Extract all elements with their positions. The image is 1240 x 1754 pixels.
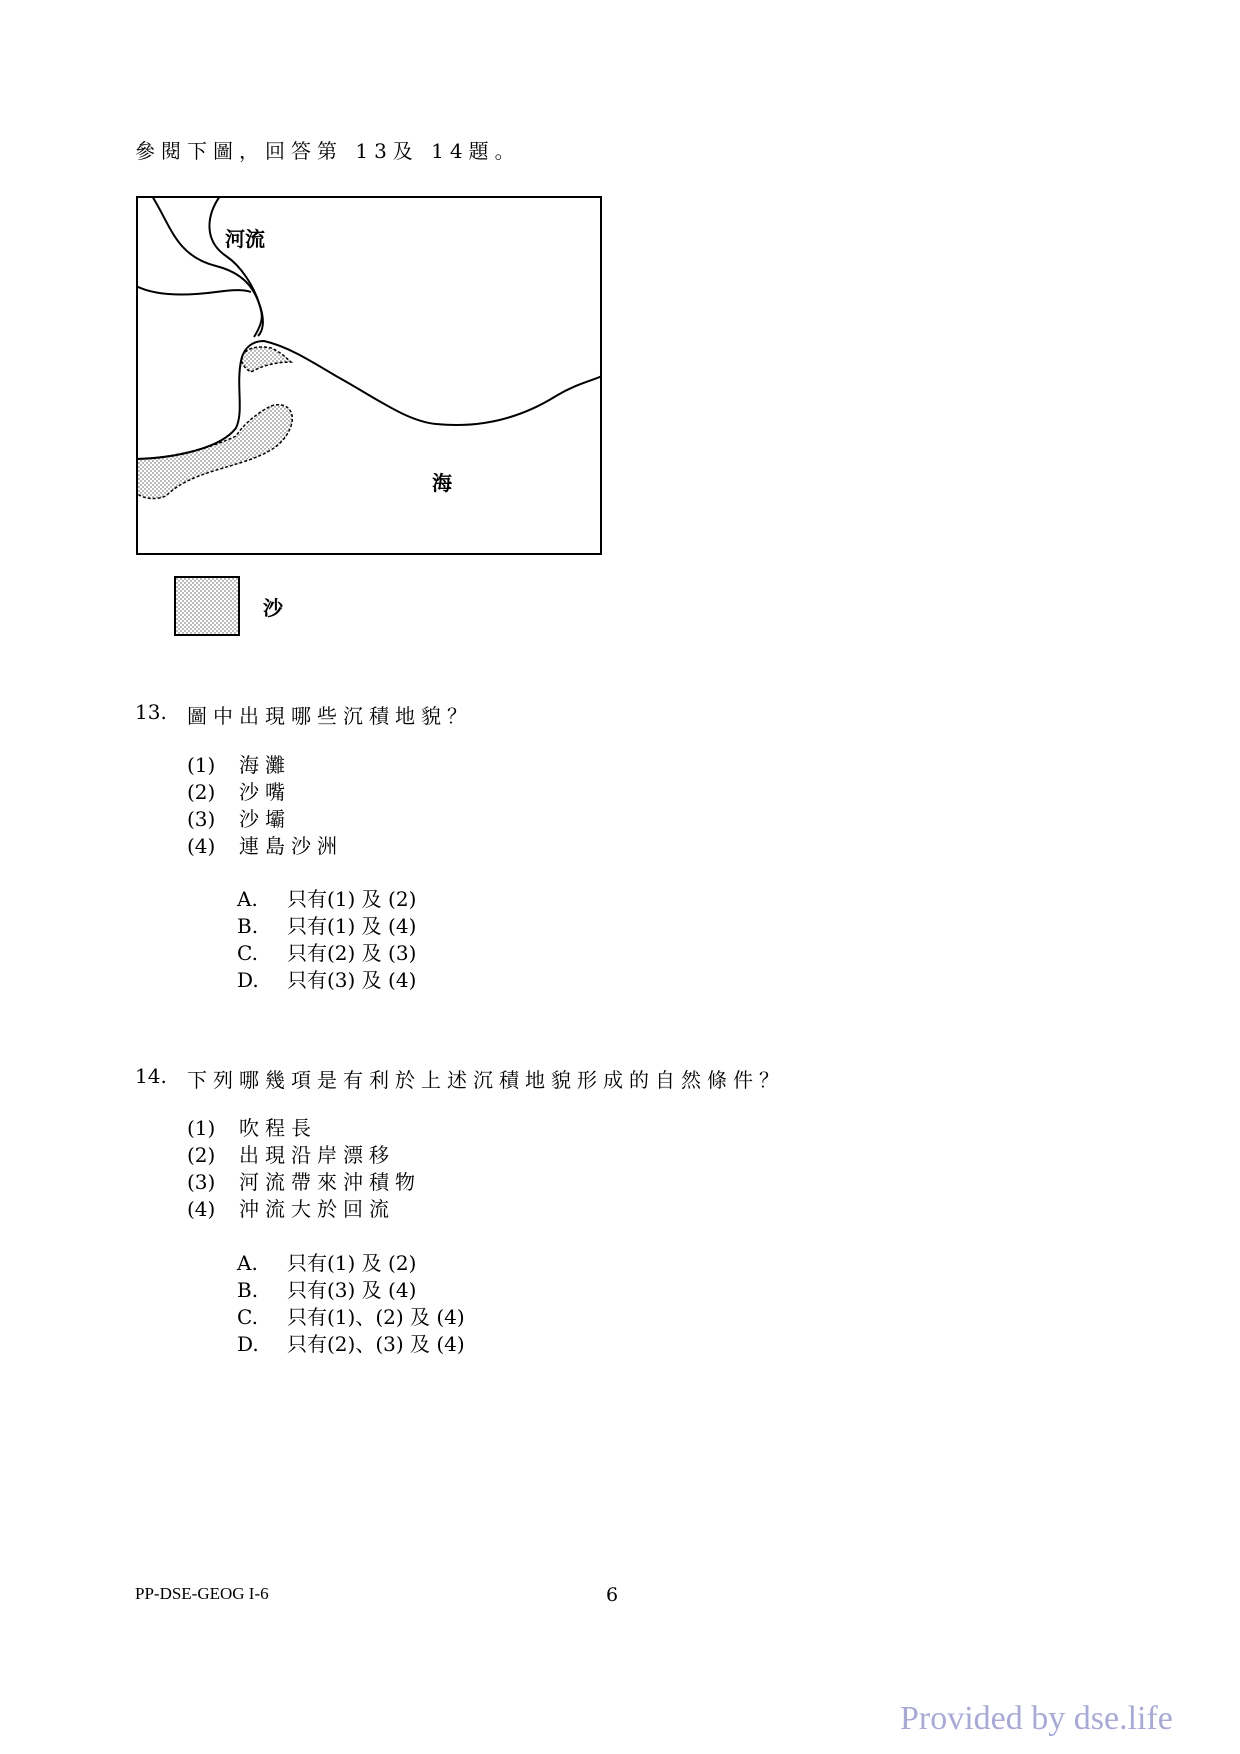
instruction-text: 參閱下圖，回答第 13及 14題。 — [135, 139, 521, 163]
q13-statement-2: (2) 沙嘴 — [187, 780, 291, 804]
q13-option-b[interactable]: B. 只有(1) 及 (4) — [237, 914, 417, 938]
river-label: 河流 — [225, 227, 265, 251]
paper-code: PP-DSE-GEOG I-6 — [135, 1584, 269, 1603]
inland-boundary — [136, 286, 251, 294]
sand-spit — [136, 405, 292, 499]
q13-option-a[interactable]: A. 只有(1) 及 (2) — [237, 887, 417, 911]
coastline — [136, 341, 602, 459]
q14-text: 下列哪幾項是有利於上述沉積地貌形成的自然條件？ — [187, 1068, 785, 1092]
q13-statement-1: (1) 海灘 — [187, 753, 291, 777]
q14-statement-3: (3) 河流帶來沖積物 — [187, 1170, 421, 1194]
q13-number: 13. — [135, 700, 167, 724]
q14-statement-2: (2) 出現沿岸漂移 — [187, 1143, 395, 1167]
q14-option-a[interactable]: A. 只有(1) 及 (2) — [237, 1251, 417, 1275]
watermark: Provided by dse.life — [900, 1700, 1173, 1737]
q14-number: 14. — [135, 1064, 167, 1088]
sand-bar — [241, 347, 291, 372]
q14-option-d[interactable]: D. 只有(2)、(3) 及 (4) — [237, 1332, 465, 1356]
q14-statement-1: (1) 吹程長 — [187, 1116, 317, 1140]
sand-legend-swatch — [174, 576, 240, 636]
sea-label: 海 — [432, 471, 452, 495]
q14-option-b[interactable]: B. 只有(3) 及 (4) — [237, 1278, 417, 1302]
river-line-west — [152, 196, 262, 337]
q13-statement-3: (3) 沙壩 — [187, 807, 291, 831]
coastline-map — [136, 196, 602, 555]
page-number: 6 — [606, 1584, 619, 1606]
q14-option-c[interactable]: C. 只有(1)、(2) 及 (4) — [237, 1305, 465, 1329]
q14-statement-4: (4) 沖流大於回流 — [187, 1197, 395, 1221]
legend-label: 沙 — [263, 596, 283, 620]
q13-statement-4: (4) 連島沙洲 — [187, 834, 343, 858]
q13-option-d[interactable]: D. 只有(3) 及 (4) — [237, 968, 417, 992]
q13-option-c[interactable]: C. 只有(2) 及 (3) — [237, 941, 417, 965]
q13-text: 圖中出現哪些沉積地貌？ — [187, 704, 473, 728]
